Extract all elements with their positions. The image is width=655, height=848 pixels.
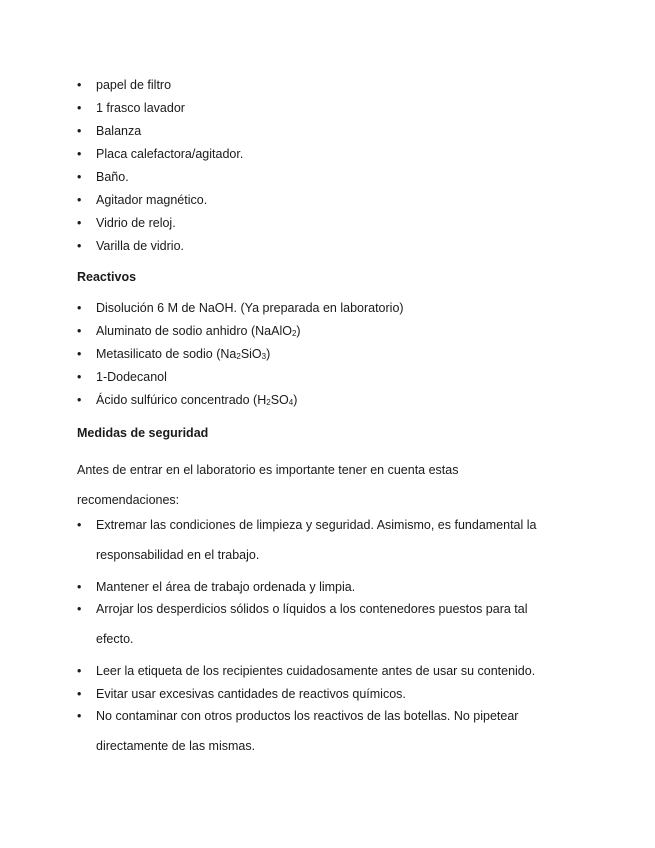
bullet-icon: • [77,602,82,616]
bullet-icon: • [77,301,82,315]
bullet-icon: • [77,580,82,594]
list-item: • Vidrio de reloj. [77,216,176,230]
bullet-icon: • [77,687,82,701]
bullet-icon: • [77,370,82,384]
list-item: • Mantener el área de trabajo ordenada y limpia. [77,580,356,594]
bullet-icon: • [77,239,82,253]
list-item: • 1 frasco lavador [77,101,185,115]
bullet-icon: • [77,78,82,92]
list-item: • Varilla de vidrio. [77,239,185,253]
bullet-icon: • [77,709,82,723]
bullet-icon: • [77,347,82,361]
list-item: • Leer la etiqueta de los recipientes cuidadosamente antes de usar su contenido. [77,664,536,678]
medidas-intro: Antes de entrar en el laboratorio es importante tener en cuenta estas recomendaciones: [77,463,459,507]
list-item: • Disolución 6 M de NaOH. (Ya preparada en laboratorio) [77,301,404,315]
equipment-list [77,77,617,261]
reactivos-list [77,300,617,415]
list-item: • Aluminato de sodio anhidro (NaAlO$_2$) [77,324,301,338]
list-item: • Extremar las condiciones de limpieza y seguridad. Asimismo, es fundamental la responsabilidad en el trabajo. [77,518,537,562]
bullet-icon: • [77,193,82,207]
list-item: • Agitador magnético. [77,193,208,207]
bullet-icon: • [77,216,82,230]
reactivos-heading: Reactivos [77,270,137,284]
bullet-icon: • [77,101,82,115]
list-item: • Balanza [77,124,142,138]
bullet-icon: • [77,124,82,138]
bullet-icon: • [77,393,82,407]
list-item: • Metasilicato de sodio $(Na_2SiO_3)$ [77,347,271,361]
bullet-icon: • [77,147,82,161]
medidas-list [77,517,597,770]
bullet-icon: • [77,664,82,678]
list-item: • papel de filtro [77,78,172,92]
bullet-icon: • [77,170,82,184]
list-item: • Evitar usar excesivas cantidades de reactivos químicos. [77,687,406,701]
list-item: • Baño. [77,170,129,184]
list-item: • No contaminar con otros productos los reactivos de las botellas. No pipetear directamente de las mismas. [77,709,519,753]
list-item: • Ácido sulfúrico concentrado $(H_2SO_4)$ [77,393,298,407]
medidas-heading: Medidas de seguridad [77,426,209,440]
list-item: • Arrojar los desperdicios sólidos o líquidos a los contenedores puestos para tal efecto. [77,602,528,646]
bullet-icon: • [77,324,82,338]
bullet-icon: • [77,518,82,532]
list-item: • Placa calefactora/agitador. [77,147,244,161]
list-item: • 1-Dodecanol [77,370,167,384]
